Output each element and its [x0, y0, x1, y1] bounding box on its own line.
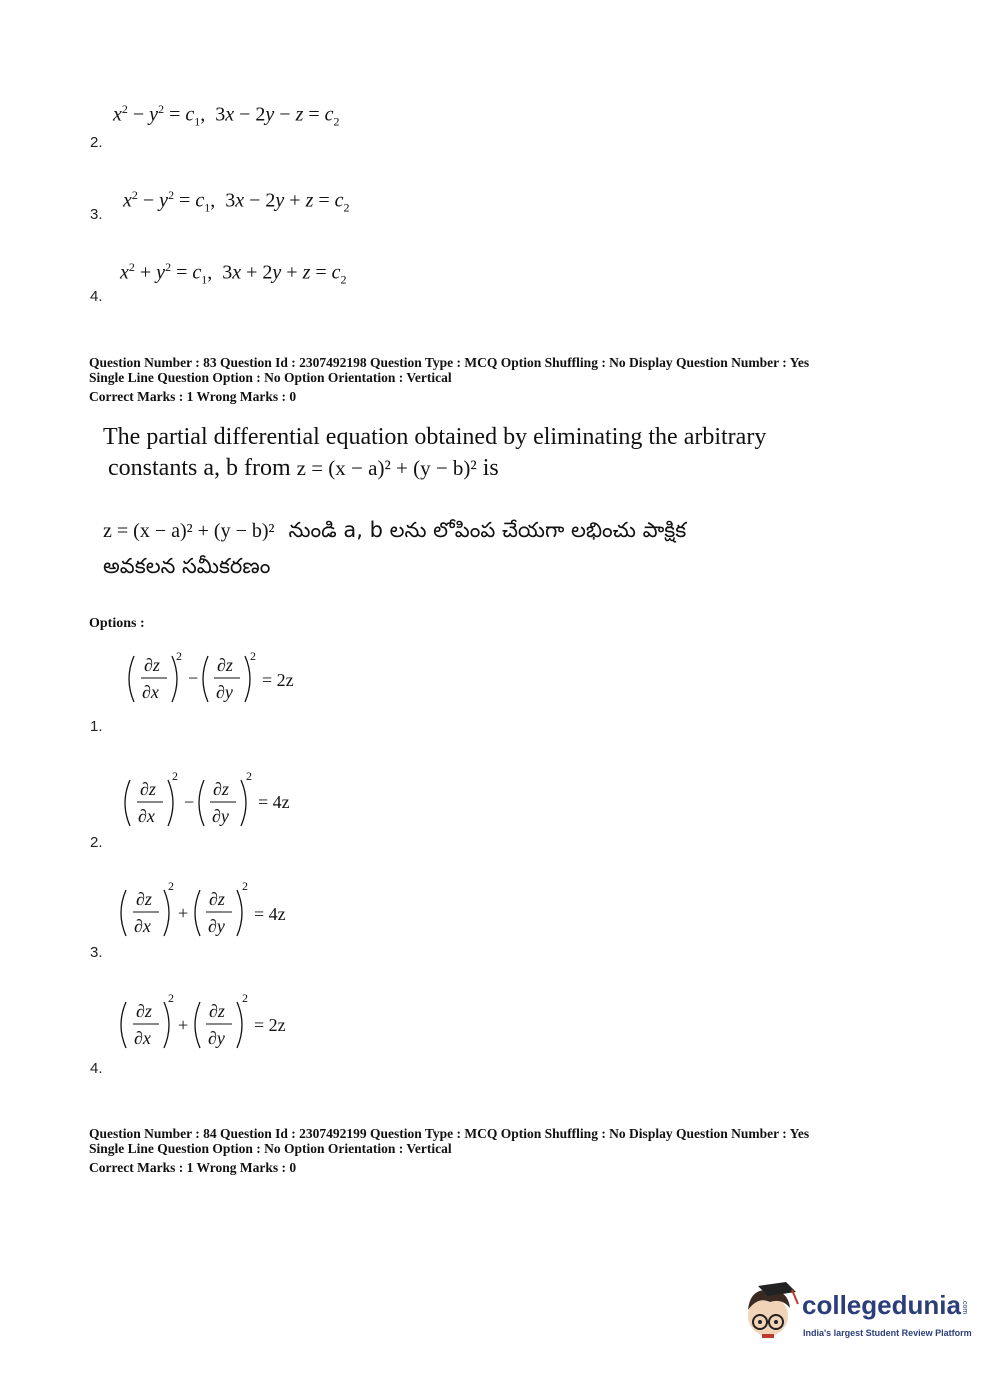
prev-option-4-number: 4.: [90, 288, 103, 305]
svg-text:∂y: ∂y: [208, 1028, 225, 1048]
prev-option-2-number: 2.: [90, 134, 103, 151]
svg-text:2: 2: [242, 991, 248, 1005]
q83-option-2-equation: [116, 768, 316, 838]
svg-text:∂y: ∂y: [212, 806, 229, 826]
svg-text:∂x: ∂x: [142, 682, 159, 702]
prev-option-2-equation: $x^2 - y^2 = c_1$, $3x - 2y - z = c_2$: [113, 102, 340, 129]
svg-text:∂z: ∂z: [217, 655, 233, 675]
q83-option-3-rhs: = 4z: [254, 904, 286, 924]
q83-telugu-line2: అవకలన సమీకరణం: [103, 554, 271, 578]
q83-option-2-number: 2.: [90, 834, 103, 851]
q83-meta-line2: Single Line Question Option : No Option Orientation : Vertical: [89, 370, 452, 385]
svg-text:2: 2: [176, 649, 182, 663]
svg-text:∂z: ∂z: [140, 779, 156, 799]
q84-meta-line3: Correct Marks : 1 Wrong Marks : 0: [89, 1160, 297, 1175]
svg-text:∂y: ∂y: [216, 682, 233, 702]
q83-option-2-rhs: = 4z: [258, 792, 290, 812]
svg-text:∂z: ∂z: [209, 889, 225, 909]
q83-option-4-operator: +: [178, 1015, 189, 1035]
q83-options-label: Options :: [89, 616, 145, 631]
q83-english-equation: z = (x − a)² + (y − b)²: [296, 456, 477, 480]
prev-option-3-number: 3.: [90, 206, 103, 223]
q83-meta-line3: Correct Marks : 1 Wrong Marks : 0: [89, 389, 297, 404]
q83-meta-line1: Question Number : 83 Question Id : 2307492198 Question Type : MCQ Option Shuffling : No Display Question Number : Yes: [89, 355, 810, 370]
q83-option-1-rhs: = 2z: [262, 670, 294, 690]
q83-english-line1: The partial differential equation obtained by eliminating the arbitrary: [103, 424, 767, 450]
q83-telugu-text1: నుండి a, b లను లోపింప చేయగా లభించు పాక్షిక: [288, 518, 687, 542]
q83-option-1-equation: [120, 644, 320, 714]
q83-telugu-line1: [103, 518, 686, 548]
q83-option-1-operator: −: [188, 668, 199, 688]
q83-option-4-number: 4.: [90, 1060, 103, 1077]
svg-text:∂z: ∂z: [209, 1001, 225, 1021]
svg-text:∂x: ∂x: [138, 806, 155, 826]
q83-option-3-number: 3.: [90, 944, 103, 961]
svg-text:∂z: ∂z: [136, 889, 152, 909]
q83-option-4-equation: [112, 990, 312, 1060]
q83-option-3-equation: [112, 878, 312, 948]
svg-text:2: 2: [168, 991, 174, 1005]
q83-option-3-operator: +: [178, 903, 189, 923]
logo-suffix: .com: [960, 1298, 968, 1314]
q83-english-line2-prefix: constants a, b from: [108, 455, 291, 481]
svg-text:∂z: ∂z: [136, 1001, 152, 1021]
collegedunia-logo[interactable]: [740, 1282, 970, 1352]
svg-text:∂z: ∂z: [144, 655, 160, 675]
q84-meta-line1: Question Number : 84 Question Id : 2307492199 Question Type : MCQ Option Shuffling : No Display Question Number : Yes: [89, 1126, 810, 1141]
svg-text:2: 2: [246, 769, 252, 783]
prev-option-4-equation: $x^2 + y^2 = c_1$, $3x + 2y + z = c_2$: [120, 260, 347, 287]
svg-text:2: 2: [168, 879, 174, 893]
mascot-icon: [740, 1282, 800, 1348]
svg-text:2: 2: [250, 649, 256, 663]
svg-text:∂y: ∂y: [208, 916, 225, 936]
svg-text:∂x: ∂x: [134, 916, 151, 936]
svg-text:∂z: ∂z: [213, 779, 229, 799]
logo-tagline: India's largest Student Review Platform: [803, 1328, 972, 1338]
svg-text:2: 2: [242, 879, 248, 893]
logo-name: collegedunia: [802, 1290, 961, 1320]
svg-text:2: 2: [172, 769, 178, 783]
q83-option-4-rhs: = 2z: [254, 1015, 286, 1035]
prev-option-3-equation: $x^2 - y^2 = c_1$, $3x - 2y + z = c_2$: [123, 188, 350, 215]
q83-english-line2-suffix: is: [482, 455, 499, 481]
q83-english-line2: [108, 453, 499, 484]
q83-option-2-operator: −: [184, 792, 195, 812]
q83-option-1-number: 1.: [90, 718, 103, 735]
q83-telugu-equation: z = (x − a)² + (y − b)²: [103, 520, 275, 542]
q84-meta-line2: Single Line Question Option : No Option Orientation : Vertical: [89, 1141, 452, 1156]
svg-text:∂x: ∂x: [134, 1028, 151, 1048]
